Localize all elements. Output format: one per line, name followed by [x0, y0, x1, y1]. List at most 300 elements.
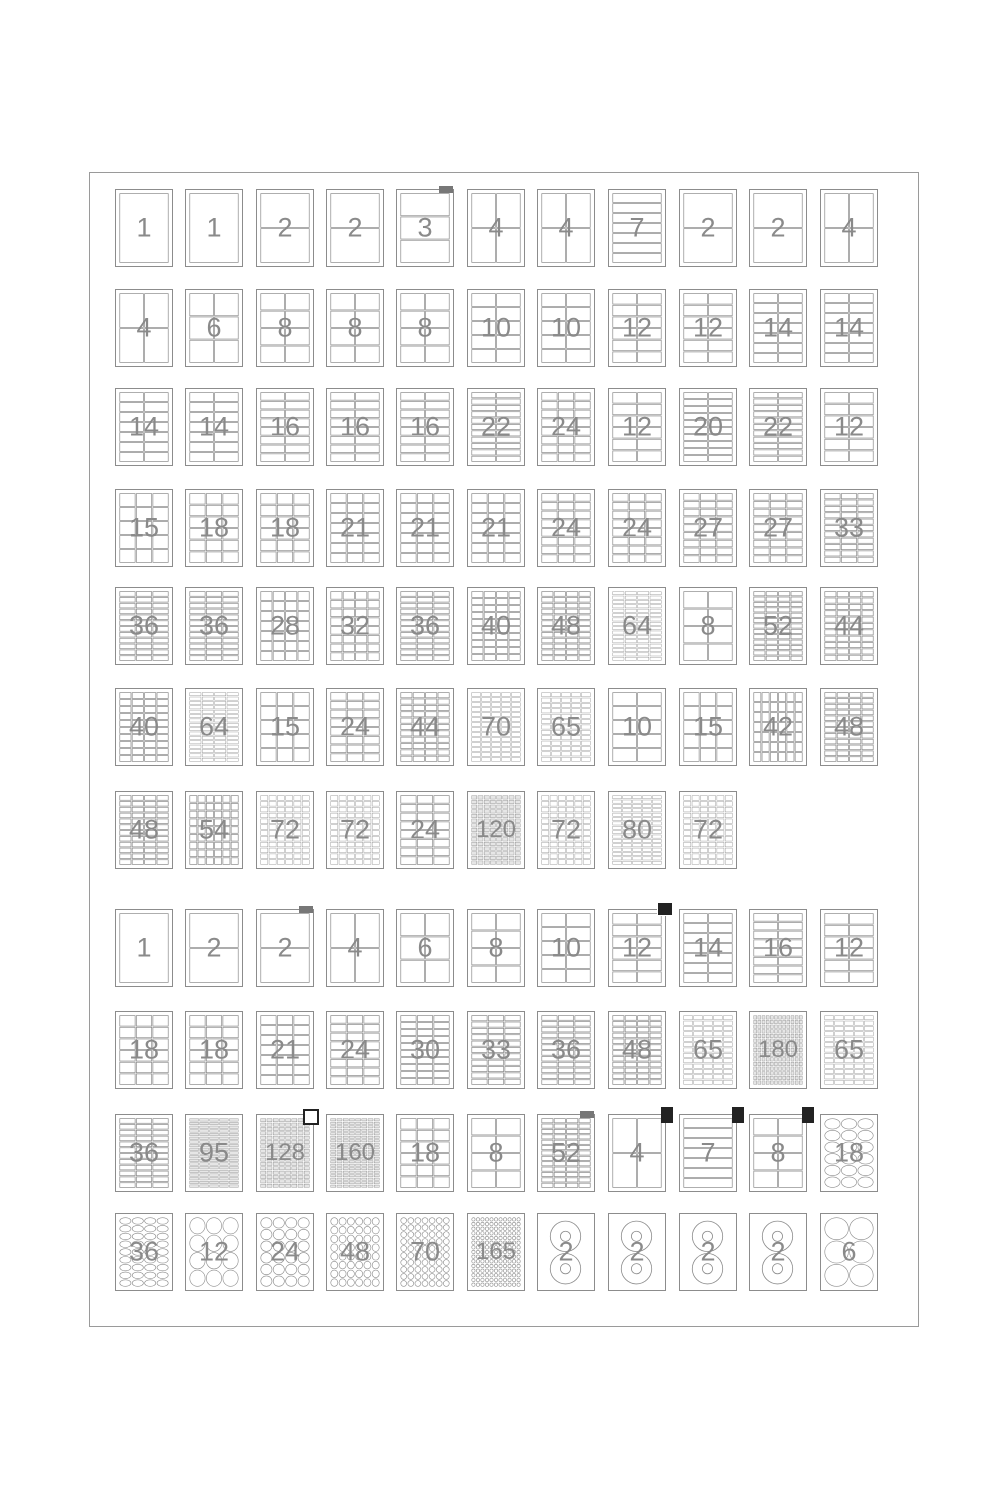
label-cell	[136, 1119, 151, 1124]
sheet-preview	[396, 587, 454, 665]
label-cell	[279, 1171, 284, 1174]
label-template-card[interactable]	[325, 791, 385, 869]
label-template-card[interactable]	[325, 1011, 385, 1089]
label-template-card[interactable]	[395, 587, 455, 665]
label-template-card[interactable]	[819, 489, 879, 567]
label-cell	[684, 1169, 732, 1178]
label-cell	[368, 1133, 373, 1135]
label-cell	[364, 745, 379, 753]
label-cell	[515, 856, 520, 859]
label-cell	[754, 443, 778, 448]
round-label-cell	[436, 1274, 442, 1280]
label-template-card[interactable]	[678, 1114, 738, 1192]
label-template-card[interactable]	[255, 189, 315, 267]
label-template-card[interactable]	[325, 489, 385, 567]
label-cell	[579, 1172, 590, 1176]
label-template-card[interactable]	[184, 1213, 244, 1291]
label-template-card[interactable]	[607, 1114, 667, 1192]
label-template-card[interactable]	[678, 1011, 738, 1089]
label-cell	[795, 1076, 798, 1079]
label-cell	[505, 494, 520, 503]
label-template-card[interactable]	[536, 1114, 596, 1192]
label-cell	[120, 848, 131, 853]
round-label-cell	[494, 1274, 497, 1277]
label-cell	[261, 749, 276, 762]
round-label-cell	[157, 1280, 168, 1287]
label-template-card[interactable]	[255, 791, 315, 869]
round-label-cell	[261, 1276, 272, 1286]
label-cell	[202, 706, 213, 709]
label-template-card[interactable]	[255, 1011, 315, 1089]
label-template-card[interactable]	[255, 909, 315, 987]
label-cell	[145, 700, 156, 706]
label-cell	[638, 393, 662, 403]
label-template-card[interactable]	[466, 388, 526, 466]
label-template-card[interactable]	[819, 1213, 879, 1291]
label-cell	[472, 1016, 487, 1021]
label-cell	[684, 860, 691, 865]
label-cell	[558, 801, 565, 806]
label-template-card[interactable]	[184, 388, 244, 466]
label-cell	[343, 1168, 348, 1170]
label-template-card[interactable]	[184, 909, 244, 987]
round-label-cell	[372, 1279, 379, 1287]
label-cell	[190, 443, 214, 452]
label-template-card[interactable]	[607, 1213, 667, 1291]
label-cell	[497, 443, 521, 448]
label-cell	[286, 401, 310, 409]
label-cell	[638, 644, 649, 647]
label-cell	[472, 748, 481, 752]
label-template-card[interactable]	[114, 1213, 174, 1291]
label-cell	[567, 350, 591, 363]
label-cell	[684, 693, 699, 706]
label-cell	[356, 1171, 361, 1173]
label-template-card[interactable]	[114, 289, 174, 367]
label-template-card[interactable]	[678, 688, 738, 766]
label-template-card[interactable]	[536, 688, 596, 766]
label-cell	[774, 1030, 777, 1033]
label-template-card[interactable]	[255, 1213, 315, 1291]
label-cell	[709, 456, 733, 462]
label-template-card[interactable]	[607, 587, 667, 665]
label-cell	[787, 1067, 790, 1070]
label-template-card[interactable]	[114, 791, 174, 869]
label-cell	[364, 554, 379, 563]
label-template-card[interactable]	[678, 1213, 738, 1291]
label-template-card[interactable]	[184, 791, 244, 869]
label-template-card[interactable]	[114, 688, 174, 766]
label-cell	[349, 1178, 354, 1180]
label-cell	[542, 970, 566, 983]
label-cell	[190, 1185, 199, 1187]
label-template-card[interactable]	[255, 587, 315, 665]
label-cell	[613, 204, 661, 213]
label-cell	[579, 1124, 590, 1128]
label-template-card[interactable]	[255, 688, 315, 766]
label-cell	[368, 1168, 373, 1170]
label-template-card[interactable]	[678, 791, 738, 869]
label-cell	[267, 1123, 272, 1126]
label-cell	[704, 1080, 713, 1084]
label-cell	[331, 1016, 346, 1024]
label-cell	[825, 698, 836, 703]
label-cell	[261, 592, 272, 601]
label-template-card[interactable]	[819, 289, 879, 367]
label-template-card[interactable]	[607, 688, 667, 766]
label-cell	[770, 753, 777, 762]
label-template-card[interactable]	[184, 1011, 244, 1089]
label-cell	[779, 592, 790, 596]
label-cell	[787, 1076, 790, 1079]
sheet-preview	[467, 909, 525, 987]
label-template-card[interactable]	[255, 289, 315, 367]
round-label-cell	[436, 1225, 442, 1231]
label-cell	[766, 1076, 769, 1079]
label-cell	[835, 1026, 844, 1030]
label-cell	[754, 703, 761, 712]
label-cell	[401, 504, 416, 513]
label-cell	[349, 1168, 354, 1170]
label-cell	[758, 1076, 761, 1079]
label-template-card[interactable]	[678, 587, 738, 665]
label-template-card[interactable]	[466, 1011, 526, 1089]
label-template-card[interactable]	[748, 489, 808, 567]
label-template-card[interactable]	[325, 388, 385, 466]
label-template-card[interactable]	[607, 189, 667, 267]
label-cell	[484, 796, 489, 799]
sheet-preview	[396, 489, 454, 567]
label-template-card[interactable]	[536, 189, 596, 267]
label-template-card[interactable]	[748, 688, 808, 766]
label-cell	[337, 1133, 342, 1135]
label-template-card[interactable]	[536, 791, 596, 869]
label-cell	[273, 602, 284, 611]
round-label-cell	[825, 1119, 840, 1129]
label-cell	[850, 751, 861, 756]
round-label-cell	[422, 1281, 428, 1287]
label-template-card[interactable]	[325, 1114, 385, 1192]
label-template-card[interactable]	[184, 587, 244, 665]
label-cell	[825, 1016, 834, 1020]
label-cell	[770, 703, 777, 712]
round-label-cell	[517, 1227, 520, 1230]
label-template-card[interactable]	[819, 688, 879, 766]
label-cell	[356, 401, 380, 409]
sheet-preview	[679, 909, 737, 987]
label-template-card[interactable]	[325, 189, 385, 267]
sheet-preview	[326, 909, 384, 987]
sheet-preview	[537, 489, 595, 567]
label-cell	[837, 757, 848, 762]
label-cell	[799, 1025, 802, 1028]
label-cell	[401, 1079, 416, 1085]
label-count: 10	[621, 711, 653, 742]
label-template-card[interactable]	[325, 289, 385, 367]
label-cell	[145, 801, 156, 806]
label-cell	[215, 443, 239, 452]
label-cell	[582, 757, 591, 761]
label-template-card[interactable]	[114, 909, 174, 987]
printer-icon	[657, 902, 673, 916]
round-label-cell	[339, 1226, 346, 1234]
label-count: 15	[128, 512, 160, 543]
label-cell	[643, 800, 652, 803]
label-count: 8	[277, 312, 293, 343]
label-template-card[interactable]	[325, 587, 385, 665]
label-cell	[372, 807, 379, 812]
label-cell	[717, 796, 724, 801]
label-cell	[613, 809, 622, 812]
label-template-card[interactable]	[466, 489, 526, 567]
label-template-card[interactable]	[607, 909, 667, 987]
label-cell	[261, 642, 272, 651]
label-cell	[497, 810, 502, 813]
label-cell	[190, 403, 214, 412]
label-template-card[interactable]	[395, 388, 455, 466]
label-template-card[interactable]	[748, 1011, 808, 1089]
label-cell	[132, 860, 143, 865]
label-template-card[interactable]	[819, 1114, 879, 1192]
label-template-card[interactable]	[114, 189, 174, 267]
label-template-card[interactable]	[325, 1213, 385, 1291]
label-cell	[502, 703, 511, 707]
label-template-card[interactable]	[114, 489, 174, 567]
label-cell	[426, 699, 437, 704]
label-template-card[interactable]	[678, 189, 738, 267]
label-cell	[356, 796, 363, 801]
label-cell	[558, 796, 565, 801]
label-template-card[interactable]	[819, 189, 879, 267]
label-cell	[837, 693, 848, 698]
label-cell	[850, 704, 861, 709]
label-cell	[488, 1079, 503, 1084]
sheet-preview	[185, 587, 243, 665]
label-template-card[interactable]	[395, 1213, 455, 1291]
label-cell	[269, 860, 276, 865]
label-template-card[interactable]	[678, 489, 738, 567]
label-template-card[interactable]	[678, 388, 738, 466]
label-cell	[488, 494, 503, 503]
label-template-card[interactable]	[536, 1213, 596, 1291]
sheet-preview	[185, 688, 243, 766]
label-template-card[interactable]	[395, 189, 455, 267]
label-cell	[231, 796, 238, 803]
label-cell	[779, 966, 803, 974]
label-cell	[434, 848, 449, 856]
label-cell	[438, 743, 449, 748]
label-cell	[575, 854, 582, 859]
label-template-card[interactable]	[466, 909, 526, 987]
label-cell	[709, 644, 733, 660]
label-template-card[interactable]	[114, 388, 174, 466]
label-template-card[interactable]	[536, 289, 596, 367]
label-template-card[interactable]	[395, 1011, 455, 1089]
label-template-card[interactable]	[607, 1011, 667, 1089]
label-cell	[512, 753, 521, 757]
label-cell	[754, 656, 765, 660]
label-template-card[interactable]	[114, 587, 174, 665]
label-template-card[interactable]	[466, 1213, 526, 1291]
label-template-card[interactable]	[607, 289, 667, 367]
label-cell	[206, 552, 221, 562]
label-cell	[331, 754, 346, 762]
label-template-card[interactable]	[395, 791, 455, 869]
label-cell	[273, 1171, 278, 1174]
label-cell	[227, 758, 238, 761]
label-cell	[210, 1133, 219, 1135]
label-template-card[interactable]	[114, 1011, 174, 1089]
label-cell	[779, 743, 786, 752]
label-template-card[interactable]	[607, 489, 667, 567]
label-cell	[717, 693, 732, 706]
round-label-cell	[472, 1232, 475, 1235]
label-cell	[694, 1016, 703, 1020]
label-template-card[interactable]	[748, 189, 808, 267]
sheet-preview	[820, 587, 878, 665]
label-cell	[779, 294, 803, 303]
label-template-card[interactable]	[536, 489, 596, 567]
label-cell	[582, 746, 591, 750]
label-cell	[362, 1129, 367, 1131]
label-count: 18	[198, 512, 230, 543]
label-template-card[interactable]	[607, 388, 667, 466]
label-template-card[interactable]	[466, 289, 526, 367]
label-template-card[interactable]	[395, 489, 455, 567]
label-cell	[215, 850, 222, 857]
label-template-card[interactable]	[678, 909, 738, 987]
label-cell	[331, 848, 338, 853]
label-cell	[136, 1171, 151, 1176]
label-template-card[interactable]	[678, 289, 738, 367]
label-template-card[interactable]	[748, 587, 808, 665]
label-cell	[294, 1026, 309, 1035]
label-cell	[613, 1027, 624, 1032]
label-template-card[interactable]	[748, 909, 808, 987]
label-cell	[210, 1181, 219, 1183]
label-cell	[492, 753, 501, 757]
label-count: 7	[629, 212, 645, 243]
label-template-card[interactable]	[819, 587, 879, 665]
label-template-card[interactable]	[395, 289, 455, 367]
round-label-cell	[132, 1272, 143, 1279]
label-template-card[interactable]	[536, 909, 596, 987]
round-label-cell	[512, 1232, 515, 1235]
label-cell	[562, 746, 571, 750]
label-template-card[interactable]	[184, 688, 244, 766]
label-template-card[interactable]	[184, 189, 244, 267]
label-cell	[220, 1122, 229, 1124]
label-cell	[286, 854, 293, 859]
label-cell	[331, 346, 355, 362]
round-label-cell	[429, 1218, 435, 1224]
label-template-card[interactable]	[748, 289, 808, 367]
label-cell	[542, 1021, 557, 1026]
label-template-card[interactable]	[184, 1114, 244, 1192]
label-cell	[331, 1122, 336, 1124]
label-count: 18	[198, 1034, 230, 1065]
label-cell	[472, 1119, 496, 1135]
label-cell	[613, 857, 622, 860]
label-template-card[interactable]	[819, 1011, 879, 1089]
round-label-cell	[429, 1281, 435, 1287]
label-count: 24	[409, 814, 441, 845]
label-cell	[261, 652, 272, 661]
label-cell	[153, 494, 168, 507]
label-cell	[364, 854, 371, 859]
label-template-card[interactable]	[325, 909, 385, 987]
label-cell	[343, 1185, 348, 1187]
label-count: 22	[480, 411, 512, 442]
label-cell	[362, 1171, 367, 1173]
label-template-card[interactable]	[536, 587, 596, 665]
label-template-card[interactable]	[255, 1114, 315, 1192]
label-cell	[227, 749, 238, 752]
label-cell	[643, 861, 652, 864]
label-cell	[478, 847, 483, 850]
label-template-card[interactable]	[536, 388, 596, 466]
label-cell	[364, 693, 379, 701]
label-template-card[interactable]	[466, 688, 526, 766]
label-cell	[779, 399, 803, 404]
label-template-card[interactable]	[184, 289, 244, 367]
label-cell	[783, 1076, 786, 1079]
label-cell	[613, 804, 622, 807]
label-count: 14	[833, 312, 865, 343]
label-cell	[356, 393, 380, 401]
label-cell	[417, 504, 432, 513]
label-template-card[interactable]	[466, 189, 526, 267]
sheet-preview	[467, 1114, 525, 1192]
sheet-preview	[185, 909, 243, 987]
label-cell	[356, 454, 380, 462]
label-template-card[interactable]	[748, 1114, 808, 1192]
label-template-card[interactable]	[819, 909, 879, 987]
label-cell	[292, 1167, 297, 1170]
round-label-cell	[364, 1279, 371, 1287]
label-cell	[754, 354, 778, 363]
label-cell	[754, 602, 765, 606]
label-cell	[850, 604, 861, 609]
label-cell	[413, 699, 424, 704]
label-cell	[206, 656, 221, 661]
label-template-card[interactable]	[184, 489, 244, 567]
label-template-card[interactable]	[748, 388, 808, 466]
label-template-card[interactable]	[325, 688, 385, 766]
label-template-card[interactable]	[748, 1213, 808, 1291]
label-cell	[779, 922, 803, 930]
label-template-card[interactable]	[466, 791, 526, 869]
label-template-card[interactable]	[466, 587, 526, 665]
label-template-card[interactable]	[466, 1114, 526, 1192]
label-template-card[interactable]	[536, 1011, 596, 1089]
label-cell	[343, 644, 354, 652]
label-template-card[interactable]	[395, 1114, 455, 1192]
label-template-card[interactable]	[819, 388, 879, 466]
label-cell	[434, 1177, 449, 1187]
label-cell	[368, 1126, 373, 1128]
label-template-card[interactable]	[607, 791, 667, 869]
label-template-card[interactable]	[255, 489, 315, 567]
label-template-card[interactable]	[395, 909, 455, 987]
label-template-card[interactable]	[255, 388, 315, 466]
label-template-card[interactable]	[114, 1114, 174, 1192]
label-cell	[754, 975, 778, 983]
label-cell	[862, 704, 873, 709]
label-template-card[interactable]	[395, 688, 455, 766]
label-count: 40	[480, 610, 512, 641]
label-cell	[613, 657, 624, 660]
